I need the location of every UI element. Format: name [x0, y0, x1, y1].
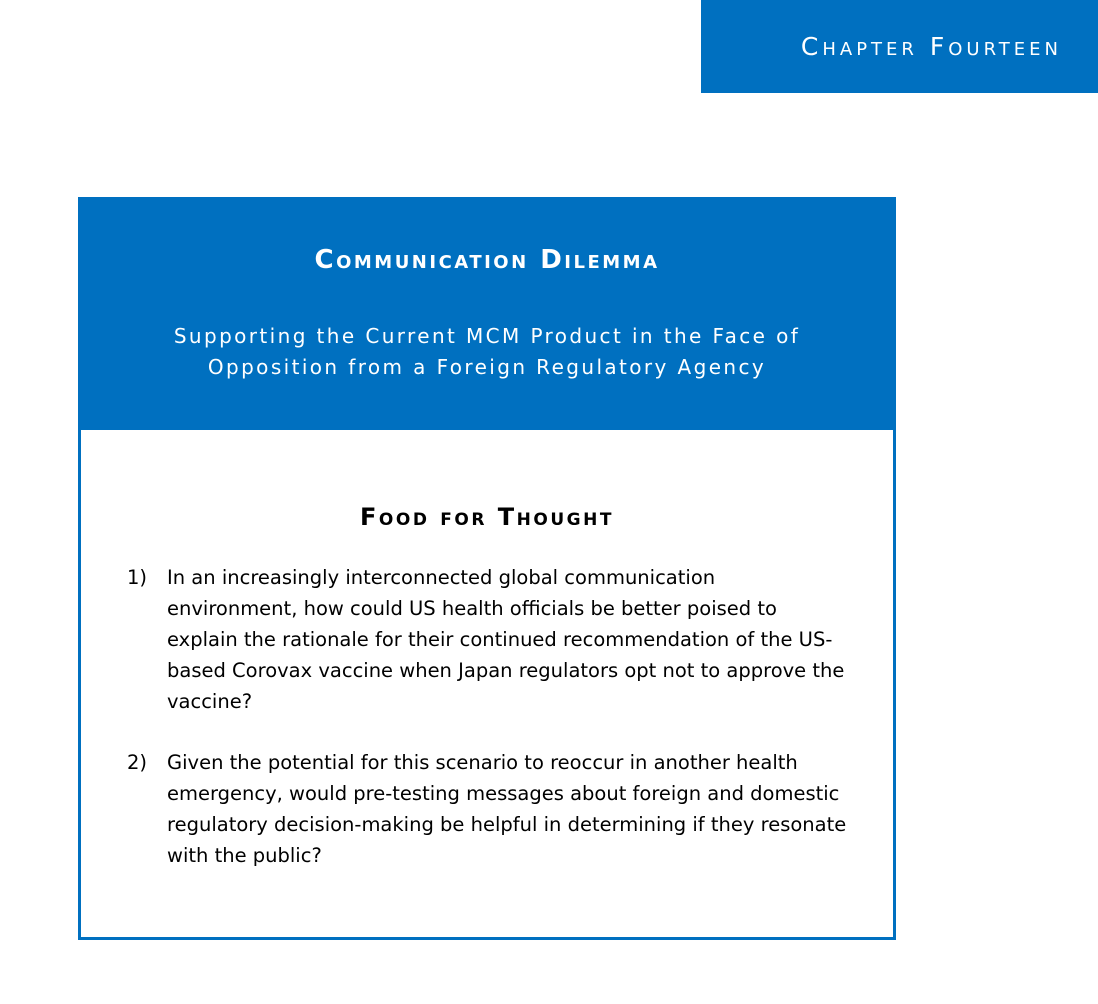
question-text: Given the potential for this scenario to reoccur in another health emergency, would pre-testing messages about foreign and domestic regulatory decision-making be helpful in determining if they resonate with the public?: [167, 751, 847, 867]
chapter-tab: [701, 0, 1098, 93]
dilemma-header: [78, 197, 896, 430]
dilemma-subtitle: [78, 321, 896, 383]
question-number: 2): [127, 751, 148, 774]
dilemma-subtitle-line-1: Supporting the Current MCM Product in the Face of: [173, 324, 801, 348]
dilemma-subtitle-line-2: Opposition from a Foreign Regulatory Agency: [207, 355, 767, 379]
dilemma-title: Communication Dilemma: [314, 245, 660, 275]
communication-dilemma-box: [78, 197, 896, 940]
question-item-2: [127, 747, 847, 871]
question-item-1: [127, 562, 847, 717]
chapter-label: Chapter Fourteen: [800, 32, 1062, 61]
question-number: 1): [127, 566, 148, 589]
question-list: [127, 562, 847, 871]
food-for-thought-title: Food for Thought: [360, 503, 614, 531]
question-text: In an increasingly interconnected global communication environment, how could US health officials be better poised to explain the rationale for their continued recommendation of the US-based Corovax vaccine when Japan regulators opt not to approve the vaccine?: [167, 566, 845, 713]
